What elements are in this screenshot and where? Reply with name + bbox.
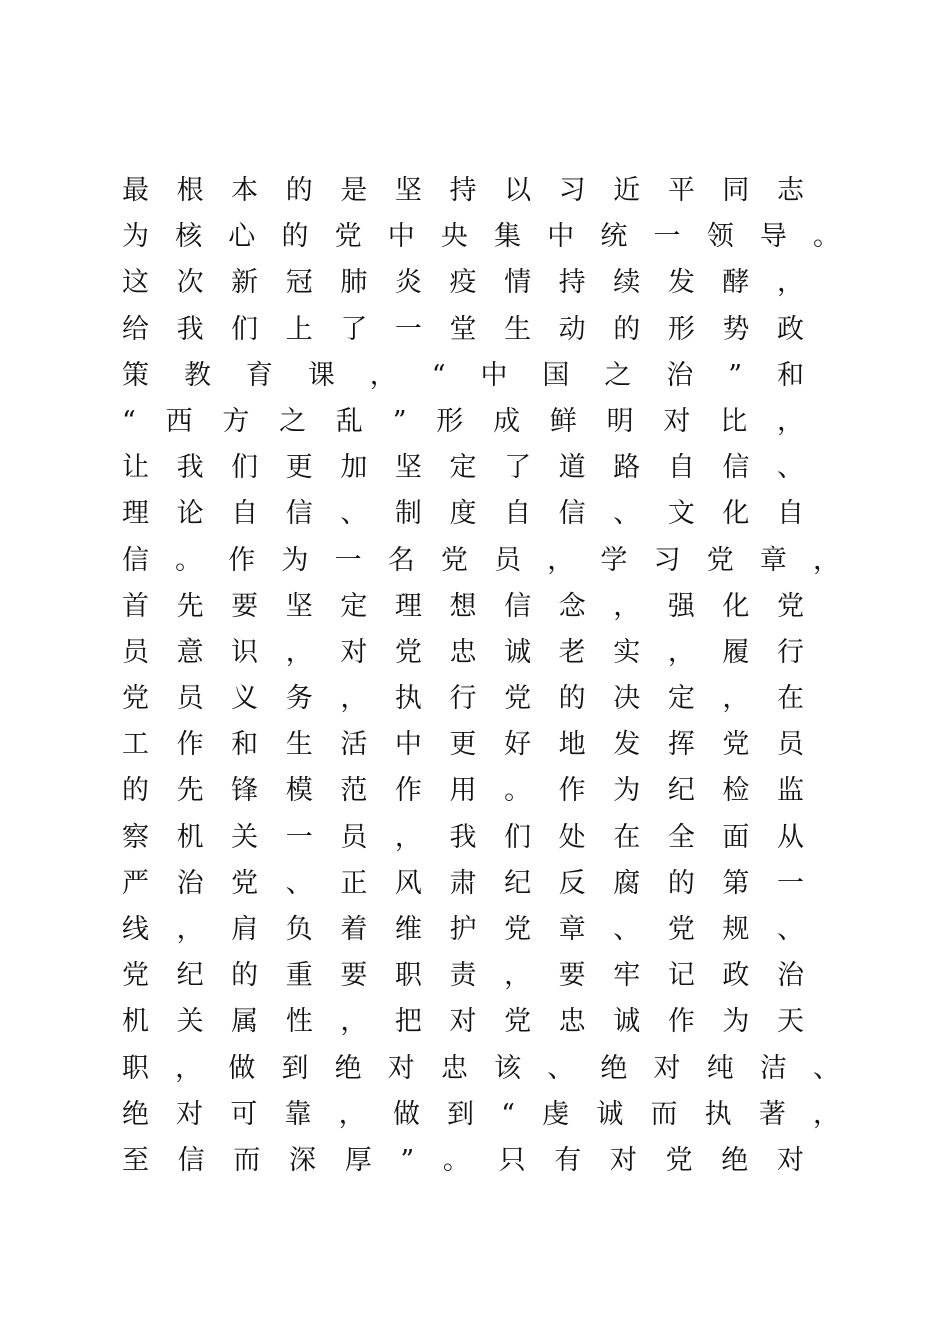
text-line: 员意识，对党忠诚老实，履行 bbox=[122, 636, 804, 668]
text-line: 策教育课，“中国之治”和 bbox=[122, 359, 804, 391]
text-line: 首先要坚定理想信念，强化党 bbox=[122, 590, 804, 622]
text-line: 党员义务，执行党的决定，在 bbox=[122, 683, 804, 715]
text-line: 党纪的重要职责，要牢记政治 bbox=[122, 960, 804, 992]
text-line: 工作和生活中更好地发挥党员 bbox=[122, 729, 804, 761]
text-line: 至信而深厚”。只有对党绝对 bbox=[122, 1144, 804, 1176]
text-line: 职，做到绝对忠该、绝对纯洁、 bbox=[122, 1052, 840, 1084]
text-line: 的先锋模范作用。作为纪检监 bbox=[122, 775, 804, 807]
text-line: “西方之乱”形成鲜明对比， bbox=[122, 405, 804, 437]
text-line: 给我们上了一堂生动的形势政 bbox=[122, 313, 804, 345]
text-line: 理论自信、制度自信、文化自 bbox=[122, 498, 804, 530]
body-text bbox=[122, 168, 842, 1184]
text-line: 让我们更加坚定了道路自信、 bbox=[122, 452, 804, 484]
text-line: 最根本的是坚持以习近平同志 bbox=[122, 175, 804, 206]
text-line: 为核心的党中央集中统一领导。 bbox=[122, 221, 840, 253]
text-line: 线，肩负着维护党章、党规、 bbox=[122, 914, 804, 945]
text-line: 信。作为一名党员，学习党章， bbox=[122, 544, 840, 576]
text-line: 严治党、正风肃纪反腐的第一 bbox=[122, 867, 804, 899]
text-line: 察机关一员，我们处在全面从 bbox=[122, 821, 804, 853]
text-line: 机关属性，把对党忠诚作为天 bbox=[122, 1006, 804, 1038]
text-line: 这次新冠肺炎疫情持续发酵， bbox=[122, 267, 804, 299]
text-line: 绝对可靠，做到“虔诚而执著， bbox=[122, 1098, 840, 1130]
